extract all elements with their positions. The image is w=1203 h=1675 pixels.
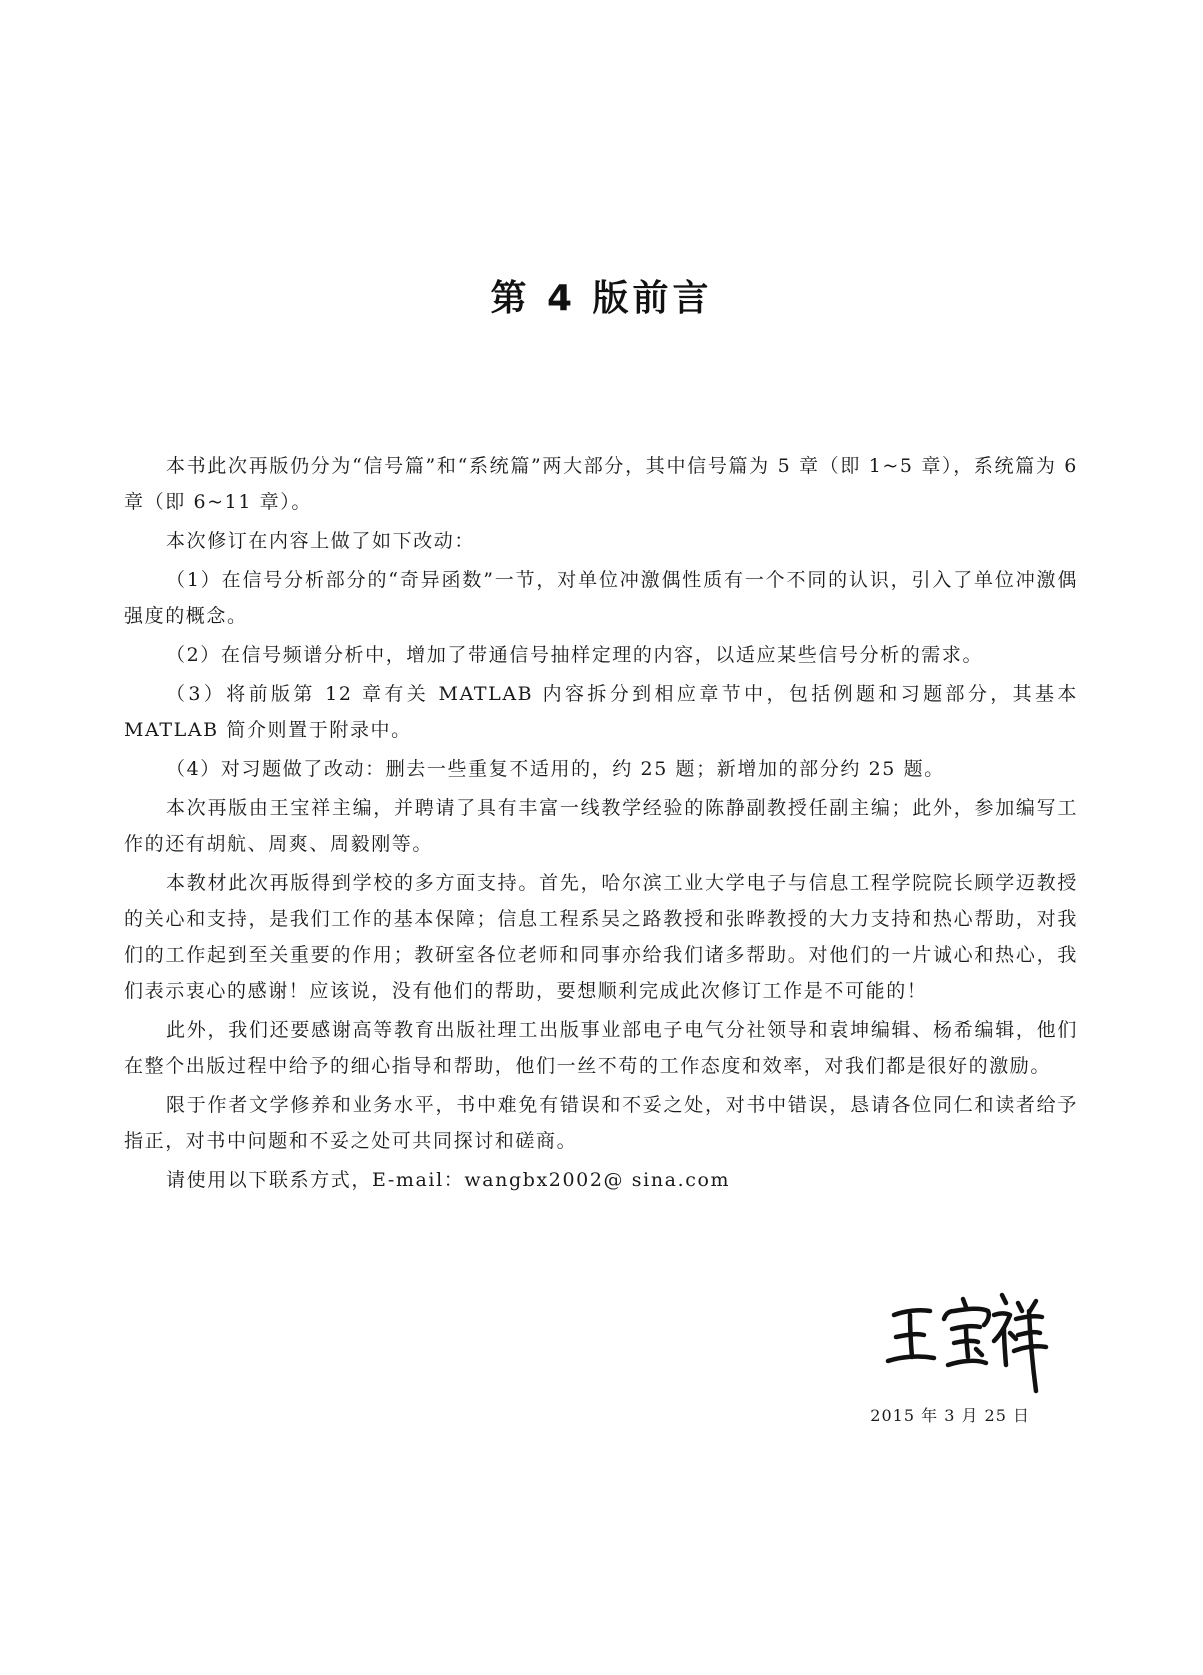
paragraph-change-1: （1）在信号分析部分的“奇异函数”一节，对单位冲激偶性质有一个不同的认识，引入了单位冲激偶强度的概念。 [124,569,1078,627]
paragraph-editors: 本次再版由王宝祥主编，并聘请了具有丰富一线教学经验的陈静副教授任副主编；此外，参加编写工作的还有胡航、周爽、周毅刚等。 [124,797,1078,855]
preface-body [124,448,1078,1201]
handwritten-signature [880,1285,1050,1397]
paragraph-thanks-school: 本教材此次再版得到学校的多方面支持。首先，哈尔滨工业大学电子与信息工程学院院长顾学迈教授的关心和支持，是我们工作的基本保障；信息工程系吴之路教授和张晔教授的大力支持和热心帮助，对我们的工作起到至关重要的作用；教研室各位老师和同事亦给我们诸多帮助。对他们的一片诚心和热心，我们表示衷心的感谢！应该说，没有他们的帮助，要想顺利完成此次修订工作是不可能的！ [124,872,1078,1002]
paragraph-contact: 请使用以下联系方式，E-mail：wangbx2002@ sina.com [166,1169,731,1191]
paragraph-structure: 本书此次再版仍分为“信号篇”和“系统篇”两大部分，其中信号篇为 5 章（即 1~5 章），系统篇为 6 章（即 6~11 章）。 [124,455,1078,513]
paragraph-change-3: （3）将前版第 12 章有关 MATLAB 内容拆分到相应章节中，包括例题和习题部分，其基本 MATLAB 简介则置于附录中。 [124,683,1078,741]
date: 2015 年 3 月 25 日 [870,1406,1030,1425]
paragraph-changes-intro: 本次修订在内容上做了如下改动： [166,530,476,552]
paragraph-change-4: （4）对习题做了改动：删去一些重复不适用的，约 25 题；新增加的部分约 25 题。 [166,758,945,780]
paragraph-thanks-publisher: 此外，我们还要感谢高等教育出版社理工出版事业部电子电气分社领导和袁坤编辑、杨希编辑，他们在整个出版过程中给予的细心指导和帮助，他们一丝不苟的工作态度和效率，对我们都是很好的激励。 [124,1019,1078,1077]
paragraph-change-2: （2）在信号频谱分析中，增加了带通信号抽样定理的内容，以适应某些信号分析的需求。 [166,644,984,666]
page-title: 第 4 版前言 [490,278,713,319]
signature-icon [880,1285,1050,1397]
paragraph-limitations: 限于作者文学修养和业务水平，书中难免有错误和不妥之处，对书中错误，恳请各位同仁和读者给予指正，对书中问题和不妥之处可共同探讨和磋商。 [124,1094,1078,1152]
